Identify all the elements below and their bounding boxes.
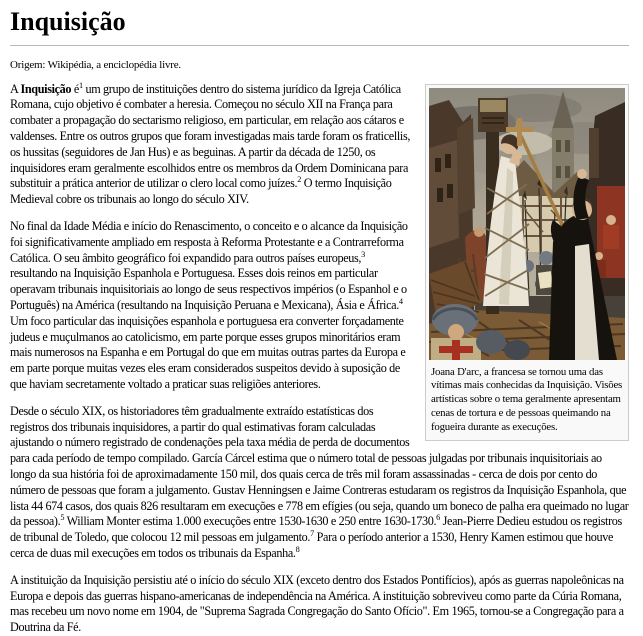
paragraph-text: Jean-Pierre Dedieu estudou os registros de tribunal de Toledo, que colocou 12 mil pessoas em julgamento. [10,514,622,545]
reference-superscript: 1 [78,80,83,90]
paragraph-text: A instituição da Inquisição persistiu até o início do século XIX (exceto dentro dos Estados Pontifícios), após as guerras napoleônicas na Europa e depois das guerras hispano-americanas de independência na América. A instituição sobreviveu como parte da Cúria Romana, mas recebeu um novo nome em 1904, de "Suprema Sagrada Congregação do Santo Ofício". Em 1965, tornou-se a Congregação para a Doutrina da Fé. [10,572,624,635]
paragraph-text: é [71,81,79,96]
paragraph-text: Para o período anterior a 1530, Henry Kamen estimou que houve cerca de duas mil execuções em todos os tribunais da Espanha. [10,530,614,560]
reference-superscript: 5 [60,513,65,523]
joan-of-arc-painting [429,88,625,360]
paragraph-text: William Monter estima 1.000 execuções entre 1530-1630 e 250 entre 1630-1730. [64,514,437,529]
paragraph-text: Desde o século XIX, os historiadores têm gradualmente extraído estatísticas dos registros dos tribunais inquisidores, a partir do qual estimativas foram calculadas ajustando o número registrado de condenações pela taxa média de perda de documentos para cada período de tempo compilado. García Cárcel estima que o número total de pessoas julgadas por tribunais inquisitoriais ao longo da sua história foi de aproximadamente 150 mil, dos quais cerca de três mil foram assassinadas - cerca de dois por cento do número de pessoas que foram a julgamento. Gustav Henningsen e Jaime Contreras estudaram os registros da Inquisição Espanhola, que lista 44 674 casos, dos quais 826 resultaram em execuções e 778 em efígies (ou seja, quando um boneco de palha era queimado no lugar da pessoa). [10,403,629,529]
reference-superscript: 6 [436,513,440,523]
thumbnail-figure [425,84,629,441]
paragraph-text: No final da Idade Média e início do Renascimento, o conceito e o alcance da Inquisição foi significativamente ampliado em resposta à Reforma Protestante e a Contrarreforma Católica. O seu âmbito geográfico foi expandido para outros países europeus, [10,218,408,265]
paragraph-text: um grupo de instituições dentro do sistema jurídico da Igreja Católica Romana, cujo objetivo é combater a heresia. Começou no século XII na França para combater a propagação do sectarismo religioso, em particular, em relação aos cátaros e valdenses. Entre os outros grupos que foram investigadas mais tarde foram os fraticellis, os hussitas (seguidores de Jan Hus) e as beguinas. A partir da década de 1250, os inquisidores eram geralmente escolhidos entre os membros da Ordem Dominicana para substituir a prática anterior de utilizar o clero local como juízes. [10,81,411,191]
page-title: Inquisição [10,6,629,46]
paragraph-text: A [10,81,21,96]
image-caption: Joana D'arc, a francesa se tornou uma das vítimas mais conhecidas da Inquisição. Visões artísticas sobre o tema geralmente apresentam cenas de tortura e de pessoas queimando na fogueira durante as execuções. [431,365,623,433]
paragraph-text: O termo Inquisição Medieval cobre os tribunais ao longo do século XIV. [10,176,392,207]
bold-term: Inquisição [20,81,72,96]
paragraph [10,573,629,636]
paragraph-text: Um foco particular das inquisições espanhola e portuguesa era converter forçadamente judeus e muçulmanos ao catolicismo, em parte porque esses grupos minoritários eram mais numerosos na Espanha e em Portugal do que em muitas outras partes da Europa e em parte porque muitas vezes eles eram considerados suspeitos devido à suposição de que haviam secretamente voltado a praticar suas religiões anteriores. [10,313,406,391]
reference-superscript: 4 [398,296,403,306]
paragraph-text: resultando na Inquisição Espanhola e Portuguesa. Esses dois reinos em particular operavam tribunais inquisitoriais ao longo de seus respectivos impérios (o Espanhol e o Português) na América (resultando na Inquisição Peruana e Mexicana), Ásia e África. [10,266,407,312]
reference-superscript: 8 [295,544,300,554]
reference-superscript: 3 [361,249,365,259]
reference-superscript: 2 [297,175,301,185]
origin-line: Origem: Wikipédia, a enciclopédia livre. [10,58,181,71]
reference-superscript: 7 [310,529,314,539]
